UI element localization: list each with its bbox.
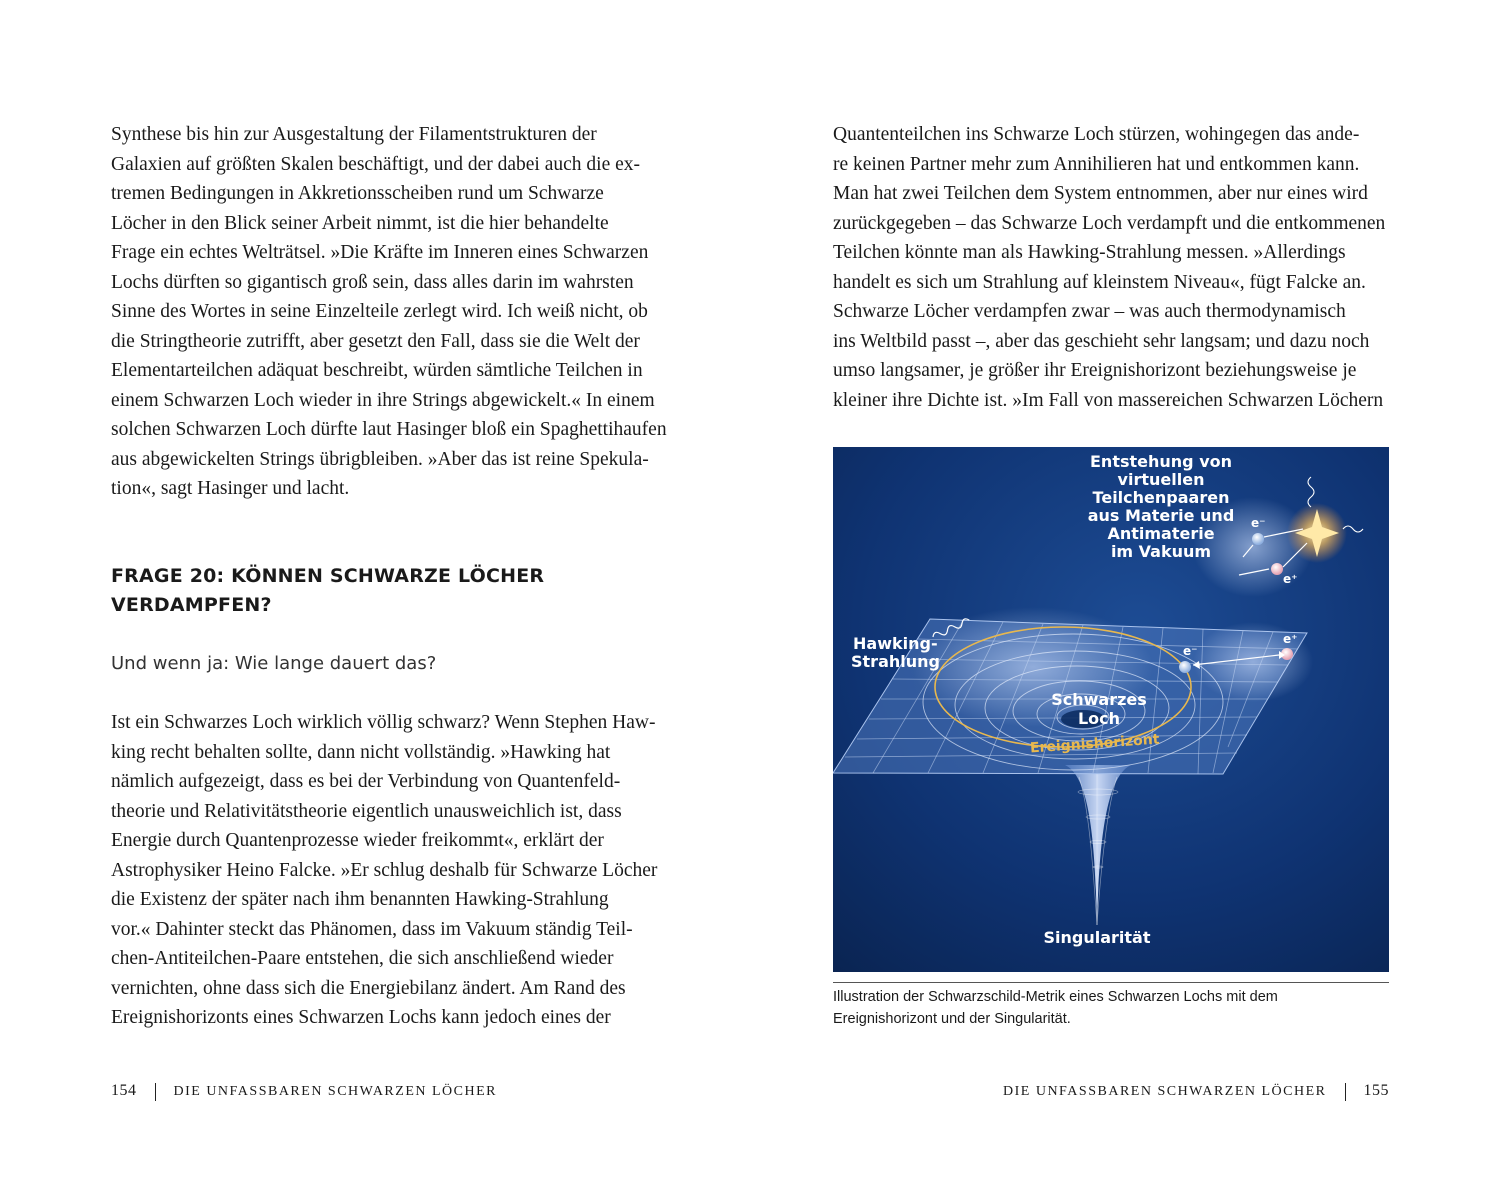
text-line: tion«, sagt Hasinger und lacht. [111, 478, 350, 499]
positron-label: e⁺ [1283, 632, 1298, 646]
text-line: Quantenteilchen ins Schwarze Loch stürzen, wohingegen das ande- [833, 124, 1360, 145]
label-line: Antimaterie [1107, 524, 1215, 543]
text-line: Man hat zwei Teilchen dem System entnommen, aber nur eines wird [833, 183, 1368, 204]
page-number: 154 [111, 1082, 137, 1099]
positron-particle [1271, 563, 1283, 575]
label-line: Hawking- [853, 634, 938, 653]
footer-divider [1345, 1083, 1346, 1101]
figure-caption [833, 986, 1393, 1030]
text-line: die Existenz der später nach ihm benannten Hawking-Strahlung [111, 889, 609, 910]
text-line: ins Weltbild passt –, aber das geschieht sehr langsam; und dazu noch [833, 330, 1370, 352]
text-line: Astrophysiker Heino Falcke. »Er schlug deshalb für Schwarze Löcher [111, 859, 658, 881]
electron-particle [1179, 661, 1191, 673]
text-line: Sinne des Wortes in seine Einzelteile zerlegt wird. Ich weiß nicht, ob [111, 301, 648, 322]
text-line: Frage ein echtes Welträtsel. »Die Kräfte im Inneren eines Schwarzen [111, 242, 649, 263]
label-line: im Vakuum [1110, 542, 1212, 561]
text-line: vor.« Dahinter steckt das Phänomen, dass im Vakuum ständig Teil- [111, 918, 633, 940]
label-line: Entstehung von [1090, 452, 1232, 471]
text-line: nämlich aufgezeigt, dass es bei der Verbindung von Quantenfeld- [111, 771, 621, 792]
event-horizon-label: Ereignishorizont [1029, 731, 1160, 757]
text-line: Ist ein Schwarzes Loch wirklich völlig schwarz? Wenn Stephen Haw- [111, 712, 656, 733]
text-line: zurückgegeben – das Schwarze Loch verdampft und die entkommenen [833, 212, 1386, 234]
label-line: virtuellen [1117, 470, 1205, 489]
section-subheading: Und wenn ja: Wie lange dauert das? [111, 653, 437, 674]
text-line: re keinen Partner mehr zum Annihilieren hat und entkommen kann. [833, 153, 1360, 175]
electron-label: e⁻ [1251, 516, 1266, 530]
text-line: Synthese bis hin zur Ausgestaltung der Filamentstrukturen der [111, 124, 597, 145]
page-number: 155 [1363, 1082, 1389, 1099]
text-line: Energie durch Quantenprozesse wieder freikommt«, erklärt der [111, 830, 604, 851]
text-line: Löcher in den Blick seiner Arbeit nimmt, ist die hier behandelte [111, 212, 609, 234]
text-line: einem Schwarzen Loch wieder in ihre Strings abgewickelt.« In einem [111, 389, 655, 411]
label-line: aus Materie und [1087, 506, 1235, 525]
text-line: king recht behalten sollte, dann nicht vollständig. »Hawking hat [111, 741, 611, 763]
text-line: Schwarze Löcher verdampfen zwar – was auch thermodynamisch [833, 301, 1346, 322]
text-line: solchen Schwarzen Loch dürfte laut Hasinger bloß ein Spaghettihaufen [111, 419, 667, 440]
page-footer [111, 1082, 497, 1101]
text-line: aus abgewickelten Strings übrigbleiben. »Aber das ist reine Spekula- [111, 448, 649, 470]
text-line: theorie und Relativitätstheorie eigentlich unausweichlich ist, dass [111, 800, 622, 822]
text-line: Lochs dürften so gigantisch groß sein, dass alles darin im wahrsten [111, 271, 634, 293]
page-footer [1003, 1082, 1389, 1101]
caption-line: Ereignishorizont und der Singularität. [833, 1011, 1071, 1027]
positron-label: e⁺ [1283, 572, 1298, 586]
caption-rule [833, 982, 1389, 983]
black-hole-illustration [833, 447, 1389, 972]
text-line: Galaxien auf größten Skalen beschäftigt, und der dabei auch die ex- [111, 153, 641, 175]
text-line: chen-Antiteilchen-Paare entstehen, die sich anschließend wieder [111, 948, 614, 969]
label-line: Strahlung [851, 652, 940, 671]
label-line: Schwarzes [1051, 690, 1147, 709]
text-line: Ereignishorizonts eines Schwarzen Lochs kann jedoch eines der [111, 1007, 611, 1028]
text-line: umso langsamer, je größer ihr Ereignishorizont beziehungsweise je [833, 360, 1357, 381]
running-title: DIE UNFASSBAREN SCHWARZEN LÖCHER [1003, 1084, 1327, 1099]
label-line: Teilchenpaaren [1092, 488, 1230, 507]
singularity-label: Singularität [1043, 928, 1151, 947]
text-line: tremen Bedingungen in Akkretionsscheiben rund um Schwarze [111, 183, 604, 204]
label-line: Loch [1077, 709, 1121, 728]
text-line: vernichten, ohne dass sich die Energiebilanz ändert. Am Rand des [111, 977, 626, 999]
text-line: kleiner ihre Dichte ist. »Im Fall von massereichen Schwarzen Löchern [833, 389, 1384, 411]
section-heading: FRAGE 20: KÖNNEN SCHWARZE LÖCHER [111, 565, 545, 587]
electron-particle [1252, 533, 1264, 545]
footer-divider [155, 1083, 156, 1101]
electron-label: e⁻ [1183, 644, 1198, 658]
text-line: handelt es sich um Strahlung auf kleinstem Niveau«, fügt Falcke an. [833, 271, 1366, 293]
text-line: die Stringtheorie zutrifft, aber gesetzt den Fall, dass sie die Welt der [111, 330, 640, 352]
hawking-radiation-label [851, 634, 940, 671]
caption-line: Illustration der Schwarzschild-Metrik eines Schwarzen Lochs mit dem [833, 989, 1278, 1005]
section-heading: VERDAMPFEN? [111, 594, 272, 616]
text-line: Elementarteilchen adäquat beschreibt, würden sämtliche Teilchen in [111, 360, 643, 381]
running-title: DIE UNFASSBAREN SCHWARZEN LÖCHER [173, 1084, 497, 1099]
text-line: Teilchen könnte man als Hawking-Strahlung messen. »Allerdings [833, 242, 1346, 263]
